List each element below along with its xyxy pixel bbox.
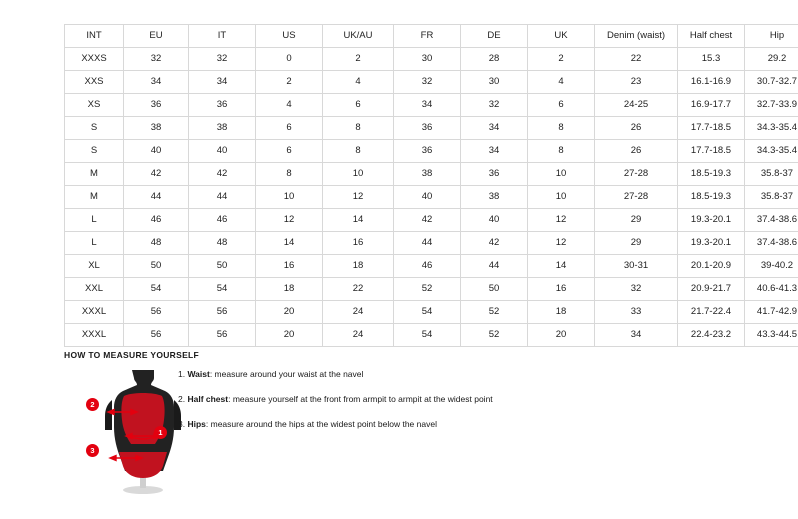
column-header-de: DE <box>461 25 528 48</box>
measure-item-term: Half chest <box>187 394 229 404</box>
cell-eu: 56 <box>124 301 189 324</box>
cell-uk: 18 <box>528 301 595 324</box>
cell-uk: 10 <box>528 186 595 209</box>
table-row <box>65 255 798 278</box>
cell-eu: 46 <box>124 209 189 232</box>
column-header-it: IT <box>189 25 256 48</box>
cell-de: 30 <box>461 71 528 94</box>
cell-uk: 20 <box>528 324 595 347</box>
badge-half-chest: 2 <box>86 398 99 411</box>
table-row <box>65 209 798 232</box>
cell-eu: 40 <box>124 140 189 163</box>
cell-it: 50 <box>189 255 256 278</box>
table-header-row <box>65 25 798 48</box>
cell-de: 40 <box>461 209 528 232</box>
cell-hip: 37.4-38.6 <box>745 209 798 232</box>
table-row <box>65 324 798 347</box>
cell-fr: 40 <box>394 186 461 209</box>
cell-eu: 44 <box>124 186 189 209</box>
cell-eu: 38 <box>124 117 189 140</box>
cell-int: XXS <box>65 71 124 94</box>
cell-us: 0 <box>256 48 323 71</box>
cell-it: 38 <box>189 117 256 140</box>
cell-int: S <box>65 117 124 140</box>
cell-us: 16 <box>256 255 323 278</box>
table-row <box>65 48 798 71</box>
how-to-measure-list <box>178 368 598 443</box>
cell-uk-au: 10 <box>323 163 394 186</box>
table-row <box>65 94 798 117</box>
column-header-hip: Hip <box>745 25 798 48</box>
cell-denim-waist: 26 <box>595 140 678 163</box>
cell-uk-au: 8 <box>323 117 394 140</box>
cell-hip: 35.8-37 <box>745 163 798 186</box>
cell-uk-au: 24 <box>323 301 394 324</box>
cell-denim-waist: 26 <box>595 117 678 140</box>
cell-de: 34 <box>461 117 528 140</box>
cell-it: 32 <box>189 48 256 71</box>
cell-us: 14 <box>256 232 323 255</box>
cell-uk: 8 <box>528 140 595 163</box>
cell-denim-waist: 22 <box>595 48 678 71</box>
measure-item-term: Hips <box>187 419 206 429</box>
cell-hip: 30.7-32.7 <box>745 71 798 94</box>
cell-denim-waist: 32 <box>595 278 678 301</box>
cell-fr: 36 <box>394 140 461 163</box>
cell-half-chest: 17.7-18.5 <box>678 140 745 163</box>
cell-eu: 42 <box>124 163 189 186</box>
cell-half-chest: 19.3-20.1 <box>678 209 745 232</box>
cell-uk-au: 16 <box>323 232 394 255</box>
cell-uk: 16 <box>528 278 595 301</box>
cell-int: XXXL <box>65 324 124 347</box>
column-header-denim-waist: Denim (waist) <box>595 25 678 48</box>
column-header-fr: FR <box>394 25 461 48</box>
cell-half-chest: 22.4-23.2 <box>678 324 745 347</box>
cell-eu: 34 <box>124 71 189 94</box>
cell-de: 42 <box>461 232 528 255</box>
column-header-us: US <box>256 25 323 48</box>
cell-de: 38 <box>461 186 528 209</box>
cell-int: XXXL <box>65 301 124 324</box>
cell-uk-au: 24 <box>323 324 394 347</box>
measure-item-text: : measure yourself at the front from armpit to armpit at the widest point <box>228 394 493 404</box>
cell-denim-waist: 27-28 <box>595 163 678 186</box>
cell-half-chest: 21.7-22.4 <box>678 301 745 324</box>
cell-hip: 32.7-33.9 <box>745 94 798 117</box>
column-header-eu: EU <box>124 25 189 48</box>
column-header-uk: UK <box>528 25 595 48</box>
table-row <box>65 186 798 209</box>
table-row <box>65 232 798 255</box>
cell-de: 52 <box>461 301 528 324</box>
cell-uk-au: 6 <box>323 94 394 117</box>
cell-hip: 40.6-41.3 <box>745 278 798 301</box>
badge-waist: 1 <box>154 426 167 439</box>
cell-hip: 29.2 <box>745 48 798 71</box>
cell-fr: 42 <box>394 209 461 232</box>
cell-eu: 56 <box>124 324 189 347</box>
measure-item-text: : measure around the hips at the widest point below the navel <box>205 419 437 429</box>
cell-it: 36 <box>189 94 256 117</box>
cell-uk: 6 <box>528 94 595 117</box>
cell-uk: 4 <box>528 71 595 94</box>
cell-denim-waist: 23 <box>595 71 678 94</box>
cell-hip: 41.7-42.9 <box>745 301 798 324</box>
cell-us: 20 <box>256 301 323 324</box>
cell-fr: 36 <box>394 117 461 140</box>
cell-half-chest: 16.9-17.7 <box>678 94 745 117</box>
cell-de: 52 <box>461 324 528 347</box>
cell-uk: 2 <box>528 48 595 71</box>
cell-fr: 46 <box>394 255 461 278</box>
badge-hips: 3 <box>86 444 99 457</box>
table-row <box>65 117 798 140</box>
cell-it: 48 <box>189 232 256 255</box>
table-row <box>65 71 798 94</box>
size-chart <box>64 24 798 347</box>
cell-denim-waist: 29 <box>595 232 678 255</box>
cell-fr: 52 <box>394 278 461 301</box>
cell-fr: 54 <box>394 324 461 347</box>
size-chart-table <box>64 24 798 347</box>
measure-item-term: Waist <box>187 369 210 379</box>
cell-eu: 48 <box>124 232 189 255</box>
cell-int: L <box>65 232 124 255</box>
cell-it: 34 <box>189 71 256 94</box>
measure-item-number: 2. <box>178 394 186 404</box>
cell-eu: 54 <box>124 278 189 301</box>
cell-uk-au: 22 <box>323 278 394 301</box>
cell-uk: 8 <box>528 117 595 140</box>
cell-us: 18 <box>256 278 323 301</box>
cell-denim-waist: 24-25 <box>595 94 678 117</box>
cell-de: 50 <box>461 278 528 301</box>
column-header-int: INT <box>65 25 124 48</box>
cell-uk: 12 <box>528 209 595 232</box>
cell-it: 46 <box>189 209 256 232</box>
cell-int: XXL <box>65 278 124 301</box>
cell-de: 28 <box>461 48 528 71</box>
column-header-half-chest: Half chest <box>678 25 745 48</box>
cell-uk-au: 2 <box>323 48 394 71</box>
column-header-uk-au: UK/AU <box>323 25 394 48</box>
cell-us: 2 <box>256 71 323 94</box>
cell-half-chest: 16.1-16.9 <box>678 71 745 94</box>
cell-int: L <box>65 209 124 232</box>
cell-hip: 35.8-37 <box>745 186 798 209</box>
cell-uk-au: 18 <box>323 255 394 278</box>
cell-half-chest: 18.5-19.3 <box>678 163 745 186</box>
cell-uk-au: 12 <box>323 186 394 209</box>
measure-item-number: 1. <box>178 369 186 379</box>
cell-fr: 44 <box>394 232 461 255</box>
cell-de: 44 <box>461 255 528 278</box>
cell-denim-waist: 30-31 <box>595 255 678 278</box>
measure-item-half-chest <box>178 393 598 405</box>
cell-fr: 38 <box>394 163 461 186</box>
cell-us: 20 <box>256 324 323 347</box>
cell-half-chest: 18.5-19.3 <box>678 186 745 209</box>
cell-uk-au: 8 <box>323 140 394 163</box>
measure-item-number: 3. <box>178 419 186 429</box>
cell-int: XXXS <box>65 48 124 71</box>
cell-fr: 30 <box>394 48 461 71</box>
cell-fr: 32 <box>394 71 461 94</box>
cell-us: 8 <box>256 163 323 186</box>
cell-half-chest: 20.9-21.7 <box>678 278 745 301</box>
cell-int: XL <box>65 255 124 278</box>
cell-us: 12 <box>256 209 323 232</box>
cell-denim-waist: 33 <box>595 301 678 324</box>
cell-uk: 12 <box>528 232 595 255</box>
cell-it: 56 <box>189 324 256 347</box>
cell-hip: 43.3-44.5 <box>745 324 798 347</box>
measure-item-waist <box>178 368 598 380</box>
cell-us: 4 <box>256 94 323 117</box>
cell-it: 44 <box>189 186 256 209</box>
cell-denim-waist: 34 <box>595 324 678 347</box>
cell-hip: 39-40.2 <box>745 255 798 278</box>
cell-hip: 34.3-35.4 <box>745 117 798 140</box>
cell-uk-au: 14 <box>323 209 394 232</box>
cell-uk-au: 4 <box>323 71 394 94</box>
cell-uk: 10 <box>528 163 595 186</box>
table-row <box>65 278 798 301</box>
cell-denim-waist: 27-28 <box>595 186 678 209</box>
how-to-measure-title: HOW TO MEASURE YOURSELF <box>64 350 200 360</box>
cell-half-chest: 19.3-20.1 <box>678 232 745 255</box>
cell-hip: 34.3-35.4 <box>745 140 798 163</box>
cell-int: S <box>65 140 124 163</box>
table-row <box>65 163 798 186</box>
cell-half-chest: 17.7-18.5 <box>678 117 745 140</box>
cell-fr: 34 <box>394 94 461 117</box>
cell-it: 54 <box>189 278 256 301</box>
table-row <box>65 140 798 163</box>
cell-it: 42 <box>189 163 256 186</box>
cell-hip: 37.4-38.6 <box>745 232 798 255</box>
cell-us: 6 <box>256 117 323 140</box>
cell-int: M <box>65 186 124 209</box>
cell-de: 36 <box>461 163 528 186</box>
measure-item-hips <box>178 418 598 430</box>
cell-half-chest: 20.1-20.9 <box>678 255 745 278</box>
cell-de: 34 <box>461 140 528 163</box>
cell-it: 56 <box>189 301 256 324</box>
cell-int: XS <box>65 94 124 117</box>
cell-half-chest: 15.3 <box>678 48 745 71</box>
cell-denim-waist: 29 <box>595 209 678 232</box>
table-row <box>65 301 798 324</box>
cell-eu: 32 <box>124 48 189 71</box>
cell-uk: 14 <box>528 255 595 278</box>
cell-fr: 54 <box>394 301 461 324</box>
table-body <box>65 48 798 347</box>
cell-de: 32 <box>461 94 528 117</box>
cell-int: M <box>65 163 124 186</box>
cell-eu: 50 <box>124 255 189 278</box>
cell-eu: 36 <box>124 94 189 117</box>
measure-item-text: : measure around your waist at the navel <box>209 369 364 379</box>
cell-us: 6 <box>256 140 323 163</box>
cell-us: 10 <box>256 186 323 209</box>
cell-it: 40 <box>189 140 256 163</box>
